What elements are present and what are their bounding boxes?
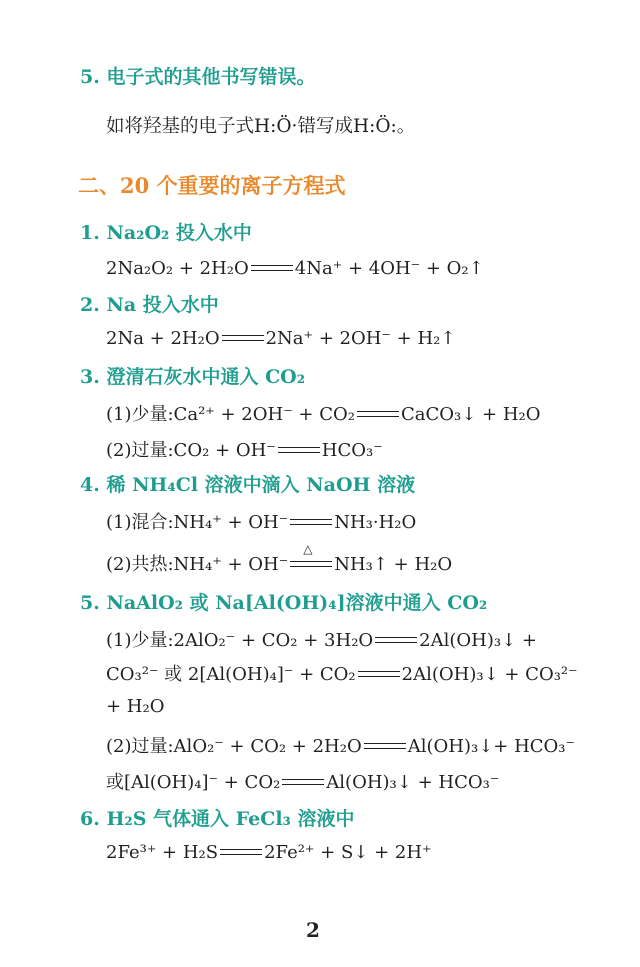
equation-rhs: NH₃·H₂O <box>334 512 417 533</box>
page-number: 2 <box>306 918 320 942</box>
equals-sign <box>364 738 406 756</box>
equation-lhs: (2)过量:CO₂ + OH⁻ <box>106 440 276 461</box>
equation-lhs: (1)少量:Ca²⁺ + 2OH⁻ + CO₂ <box>106 404 355 425</box>
equation-lhs: (2)过量:AlO₂⁻ + CO₂ + 2H₂O <box>106 736 362 757</box>
equation-lhs: (1)混合:NH₄⁺ + OH⁻ <box>106 512 289 533</box>
equation-line <box>106 542 453 576</box>
line-suffix: 。 <box>396 116 416 137</box>
equals-sign <box>290 514 332 532</box>
equation-rhs: Al(OH)₃↓ + HCO₃⁻ <box>326 772 500 793</box>
equation-lhs: (2)共热:NH₄⁺ + OH⁻ <box>106 554 289 575</box>
equation-line <box>106 258 484 279</box>
equation-rhs: 2Fe²⁺ + S↓ + 2H⁺ <box>264 842 432 863</box>
equals-sign <box>375 632 417 650</box>
equation-line <box>106 732 575 758</box>
equation-rhs: 2Al(OH)₃↓ + <box>419 630 537 651</box>
correct-formula: H:Ö· <box>254 116 298 137</box>
equals-sign-heat <box>290 542 332 574</box>
equals-sign <box>358 666 400 684</box>
equation-line: + H₂O <box>106 696 165 717</box>
equation-rhs: HCO₃⁻ <box>321 440 383 461</box>
item-2-heading: 2. Na 投入水中 <box>80 294 219 316</box>
equation-lhs: 或[Al(OH)₄]⁻ + CO₂ <box>106 772 281 793</box>
equation-line <box>106 328 455 349</box>
line-prefix: 如将羟基的电子式 <box>106 116 255 137</box>
equals-sign <box>222 330 264 348</box>
equation-line <box>106 842 432 863</box>
equals-sign <box>357 406 399 424</box>
equation-line <box>106 508 416 534</box>
equation-line <box>106 768 499 794</box>
equals-sign <box>278 442 320 460</box>
item-5-heading: 5. NaAlO₂ 或 Na[Al(OH)₄]溶液中通入 CO₂ <box>80 592 488 614</box>
equation-lhs: 2Na₂O₂ + 2H₂O <box>106 258 249 279</box>
line-middle: 错写成 <box>297 116 353 137</box>
equation-rhs: 2Na⁺ + 2OH⁻ + H₂↑ <box>265 328 456 349</box>
equals-sign <box>282 774 324 792</box>
equation-rhs: 2Al(OH)₃↓ + CO₃²⁻ <box>401 664 578 685</box>
equation-lhs: 2Fe³⁺ + H₂S <box>106 842 219 863</box>
equation-rhs: Al(OH)₃↓+ HCO₃⁻ <box>407 736 576 757</box>
equals-sign <box>220 844 262 862</box>
item-1-heading: 1. Na₂O₂ 投入水中 <box>80 222 252 244</box>
item-4-heading: 4. 稀 NH₄Cl 溶液中滴入 NaOH 溶液 <box>80 474 416 496</box>
equation-line <box>106 660 578 686</box>
equation-lhs: 2Na + 2H₂O <box>106 328 220 349</box>
item-6-heading: 6. H₂S 气体通入 FeCl₃ 溶液中 <box>80 808 355 830</box>
heat-condition: △ <box>303 542 313 556</box>
equation-rhs: 4Na⁺ + 4OH⁻ + O₂↑ <box>294 258 484 279</box>
item-3-heading: 3. 澄清石灰水中通入 CO₂ <box>80 366 306 388</box>
equation-line <box>106 626 537 652</box>
electron-formula-line <box>106 112 415 138</box>
equation-lhs: CO₃²⁻ 或 2[Al(OH)₄]⁻ + CO₂ <box>106 664 356 685</box>
section-title: 二、20 个重要的离子方程式 <box>78 173 346 198</box>
equals-sign <box>251 260 293 278</box>
equation-rhs: NH₃↑ + H₂O <box>334 554 453 575</box>
section-heading-prev: 5. 电子式的其他书写错误。 <box>80 66 316 88</box>
equation-line <box>106 400 541 426</box>
wrong-formula: H:Ö: <box>352 116 397 137</box>
equation-lhs: (1)少量:2AlO₂⁻ + CO₂ + 3H₂O <box>106 630 374 651</box>
equation-line <box>106 436 383 462</box>
equation-rhs: CaCO₃↓ + H₂O <box>401 404 541 425</box>
